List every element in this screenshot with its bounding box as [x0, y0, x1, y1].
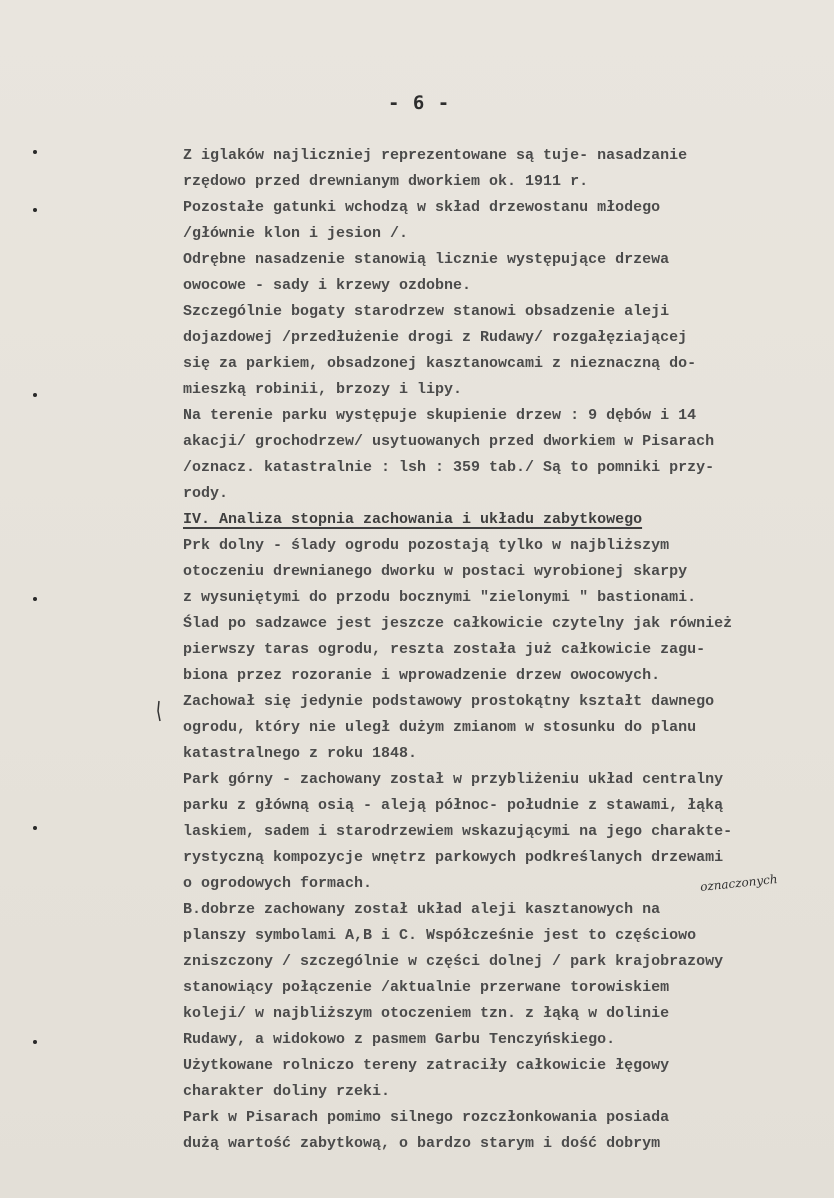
text-line: /głównie klon i jesion /. [183, 225, 409, 242]
binder-hole [33, 150, 37, 154]
text-line: owocowe - sady i krzewy ozdobne. [183, 277, 472, 294]
text-line: dużą wartość zabytkową, o bardzo starym i dość dobrym [183, 1135, 661, 1152]
binder-hole [33, 826, 37, 830]
text-line: /oznacz. katastralnie : lsh : 359 tab./ Są to pomniki przy- [183, 459, 715, 476]
text-line: akacji/ grochodrzew/ usytuowanych przed dworkiem w Pisarach [183, 433, 715, 450]
text-line: pierwszy taras ogrodu, reszta została już całkowicie zagu- [183, 641, 706, 658]
text-line: rzędowo przed drewnianym dworkiem ok. 1911 r. [183, 173, 589, 190]
text-line: Park w Pisarach pomimo silnego rozczłonkowania posiada [183, 1109, 670, 1126]
text-line: Z iglaków najliczniej reprezentowane są tuje- nasadzanie [183, 147, 688, 164]
text-line: laskiem, sadem i starodrzewiem wskazującymi na jego charakte- [183, 823, 733, 840]
binder-hole [33, 393, 37, 397]
text-line: koleji/ w najbliższym otoczeniem tzn. z łąką w dolinie [183, 1005, 670, 1022]
text-line: rystyczną kompozycje wnętrz parkowych podkreślanych drzewami [183, 849, 724, 866]
text-line: Park górny - zachowany został w przybliżeniu układ centralny [183, 771, 724, 788]
binder-hole [33, 1040, 37, 1044]
text-line: Prk dolny - ślady ogrodu pozostają tylko w najbliższym [183, 537, 670, 554]
text-line: Użytkowane rolniczo tereny zatraciły całkowicie łęgowy [183, 1057, 670, 1074]
text-line: Odrębne nasadzenie stanowią licznie występujące drzewa [183, 251, 670, 268]
page-number: - 6 - [388, 92, 451, 114]
text-line: charakter doliny rzeki. [183, 1083, 391, 1100]
text-line: Pozostałe gatunki wchodzą w skład drzewostanu młodego [183, 199, 661, 216]
typed-text-body [183, 143, 823, 1157]
text-line: mieszką robinii, brzozy i lipy. [183, 381, 463, 398]
text-line: B.dobrze zachowany został układ aleji kasztanowych na [183, 901, 661, 918]
text-line: katastralnego z roku 1848. [183, 745, 418, 762]
text-line: o ogrodowych formach. [183, 875, 373, 892]
text-line: parku z główną osią - aleją północ- południe z stawami, łąką [183, 797, 724, 814]
text-line: ogrodu, który nie uległ dużym zmianom w stosunku do planu [183, 719, 697, 736]
text-line: Szczególnie bogaty starodrzew stanowi obsadzenie aleji [183, 303, 670, 320]
text-line: z wysuniętymi do przodu bocznymi "zielonymi " bastionami. [183, 589, 697, 606]
text-line: zniszczony / szczególnie w części dolnej / park krajobrazowy [183, 953, 724, 970]
text-line: się za parkiem, obsadzonej kasztanowcami z nieznaczną do- [183, 355, 697, 372]
section-heading: IV. Analiza stopnia zachowania i układu zabytkowego [183, 511, 643, 528]
text-line: stanowiący połączenie /aktualnie przerwane torowiskiem [183, 979, 670, 996]
text-line: planszy symbolami A,B i C. Współcześnie jest to częściowo [183, 927, 697, 944]
text-line: biona przez rozoranie i wprowadzenie drzew owocowych. [183, 667, 661, 684]
binder-hole [33, 597, 37, 601]
text-line: Rudawy, a widokowo z pasmem Garbu Tenczyńskiego. [183, 1031, 616, 1048]
text-line: dojazdowej /przedłużenie drogi z Rudawy/ rozgałęziającej [183, 329, 688, 346]
margin-mark-icon [155, 700, 163, 722]
text-line: rody. [183, 485, 229, 502]
text-line: Na terenie parku występuje skupienie drzew : 9 dębów i 14 [183, 407, 697, 424]
handwritten-annotation: oznaczonych [699, 871, 779, 895]
text-line: otoczeniu drewnianego dworku w postaci wyrobionej skarpy [183, 563, 688, 580]
binder-hole [33, 208, 37, 212]
text-line: Ślad po sadzawce jest jeszcze całkowicie czytelny jak również [183, 615, 733, 632]
text-line: Zachował się jedynie podstawowy prostokątny kształt dawnego [183, 693, 715, 710]
